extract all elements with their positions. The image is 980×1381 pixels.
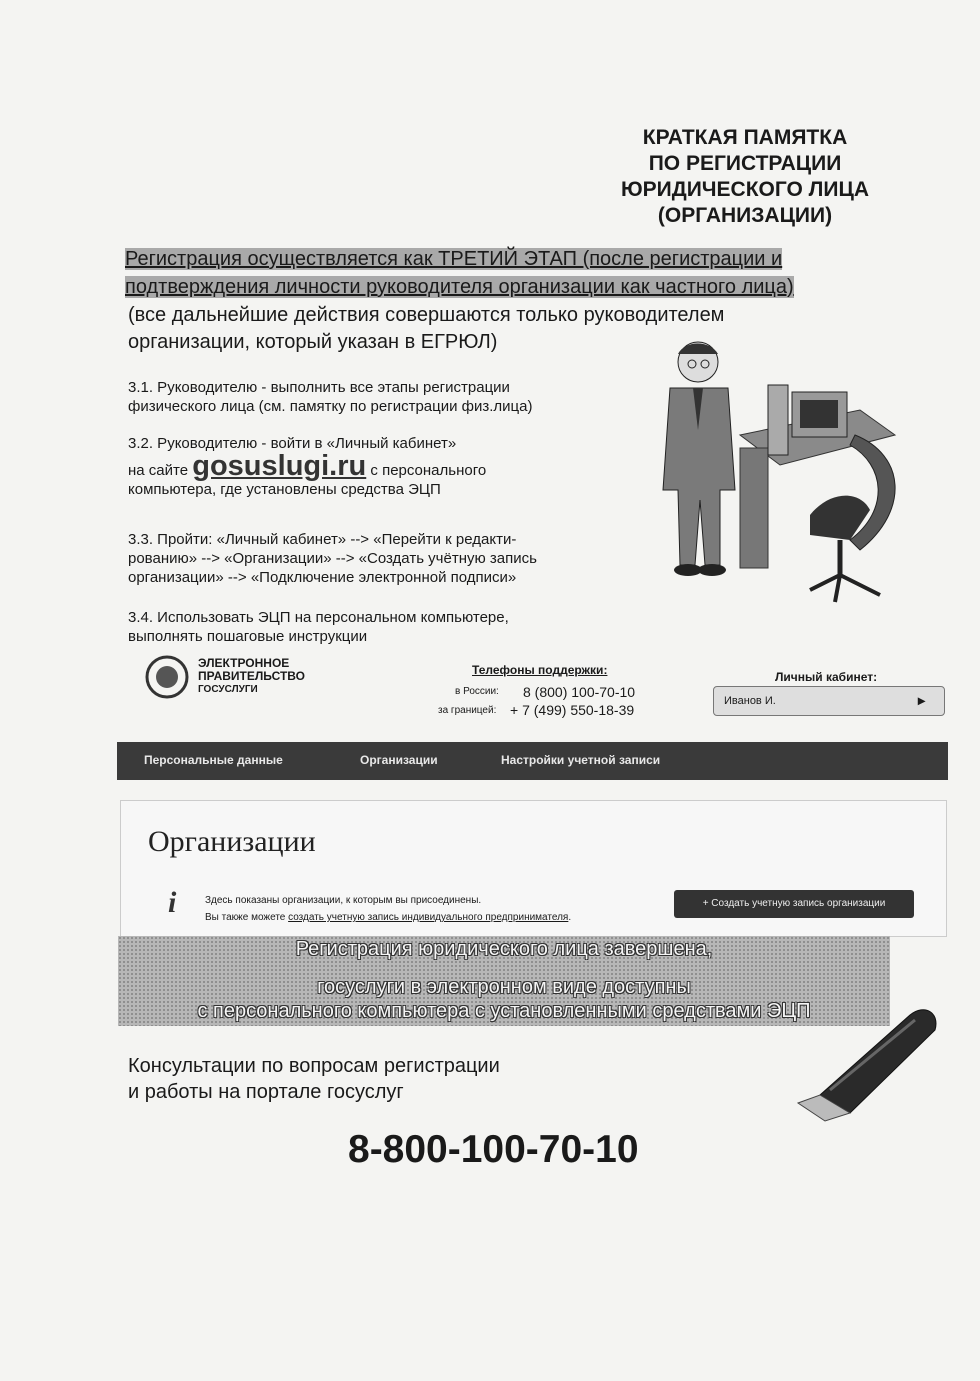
organizations-heading: Организации [148,825,316,858]
page-title [580,125,910,229]
cabinet-user-name: Иванов И. [724,695,776,707]
step-3-1 [128,378,598,416]
step-line: физического лица (см. памятку по регистрации физ.лица) [128,398,533,415]
step-3-2 [128,434,598,499]
logo-line: ГОСУСЛУГИ [198,684,258,695]
dropdown-arrow-icon[interactable]: ▸ [918,692,926,708]
man-at-computer-illustration [660,340,920,610]
cabinet-label: Личный кабинет: [775,670,878,684]
logo-line: ЭЛЕКТРОННОЕ [198,656,290,670]
step-line: 3.2. Руководителю - войти в «Личный кабинет» [128,435,457,452]
title-line: ЮРИДИЧЕСКОГО ЛИЦА [620,178,870,201]
portal-logo[interactable] [198,657,305,696]
consult-line: и работы на портале госуслуг [128,1081,404,1103]
step-line: 3.1. Руководителю - выполнить все этапы регистрации [128,379,510,396]
info-text-prefix: Вы также можете [205,912,286,923]
abroad-label: за границей: [438,705,497,716]
banner-line: с персонального компьютера с установленными средствами ЭЦП [197,1000,811,1022]
banner-line: госуслуги в электронном виде доступны [317,976,691,998]
consult-line: Консультации по вопросам регистрации [128,1055,500,1077]
info-icon: i [168,886,177,919]
step-line: рованию» --> «Организации» --> «Создать учётную запись [128,550,537,567]
site-link[interactable]: gosuslugi.ru [192,450,367,482]
russia-phone: 8 (800) 100-70-10 [523,684,636,700]
note-line: организации, который указан в ЕГРЮЛ) [128,331,498,353]
step-line: компьютера, где установлены средства ЭЦП [128,481,441,498]
step-3-4 [128,608,598,646]
russia-label: в России: [455,686,499,697]
title-line: ПО РЕГИСТРАЦИИ [648,152,842,175]
step-line: 3.3. Пройти: «Личный кабинет» --> «Перейти к редакти- [128,531,517,548]
title-line: КРАТКАЯ ПАМЯТКА [642,126,848,149]
step-text: с персонального [370,462,487,479]
portal-nav [117,742,948,780]
step-line: организации» --> «Подключение электронной подписи» [128,569,517,586]
step-3-3 [128,530,598,587]
support-phones-header: Телефоны поддержки: [472,663,608,677]
logo-line: ПРАВИТЕЛЬСТВО [198,669,306,683]
info-text [205,892,571,926]
abroad-phone: + 7 (499) 550-18-39 [510,702,635,718]
banner-line: Регистрация юридического лица завершена, [295,938,713,960]
note-line: (все дальнейшие действия совершаются только руководителем [128,304,725,326]
highlight-line: Регистрация осуществляется как ТРЕТИЙ ЭТАП (после регистрации и [125,248,783,270]
step-line: 3.4. Использовать ЭЦП на персональном компьютере, [128,609,509,626]
completion-banner [118,936,890,1026]
consultation-note [128,1053,500,1105]
cabinet-user-field[interactable] [713,686,945,716]
info-line: Здесь показаны организации, к которым вы присоединены. [205,895,482,906]
step-line: выполнять пошаговые инструкции [128,628,368,645]
create-organization-button[interactable]: + Создать учетную запись организации [674,890,914,918]
gosuslugi-emblem-icon [145,655,189,699]
usb-token-icon [790,995,950,1125]
highlight-line: подтверждения личности руководителя организации как частного лица) [125,276,794,298]
nav-item-organizations[interactable]: Организации [360,753,438,767]
nav-item-account-settings[interactable]: Настройки учетной записи [501,753,661,767]
nav-item-personal-data[interactable]: Персональные данные [144,753,283,767]
intro-highlight [125,245,885,301]
create-ip-account-link[interactable]: создать учетную запись индивидуального предпринимателя [288,912,569,923]
info-period: . [568,912,572,923]
title-line: (ОРГАНИЗАЦИИ) [657,204,833,227]
hotline-phone: 8-800-100-70-10 [348,1128,639,1171]
step-text: на сайте [128,462,189,479]
